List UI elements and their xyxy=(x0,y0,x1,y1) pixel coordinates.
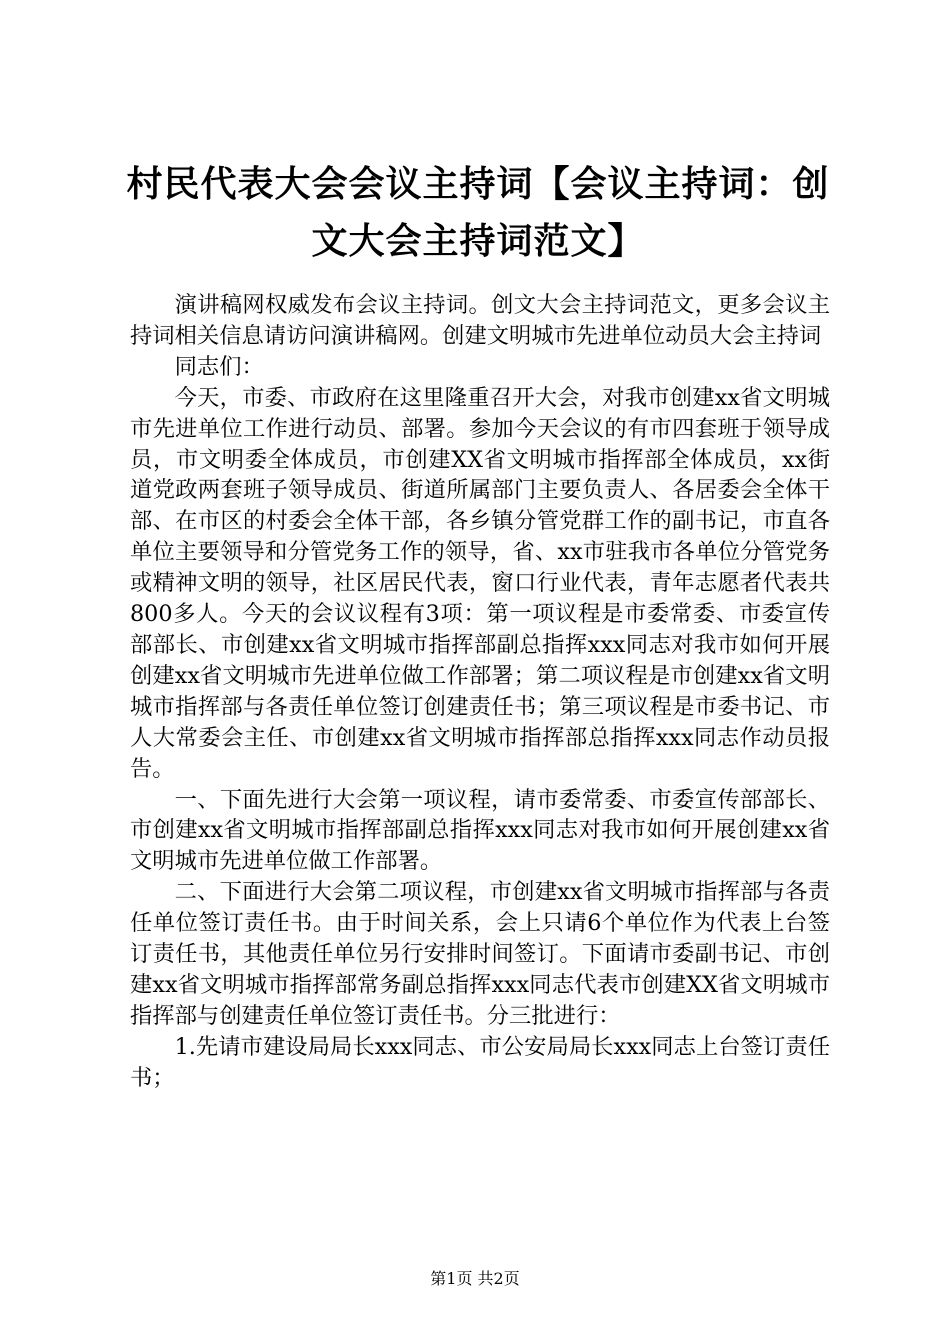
page-footer: 第1页 共2页 xyxy=(430,1269,520,1288)
document-title: 村民代表大会会议主持词【会议主持词：创文大会主持词范文】 xyxy=(126,164,830,262)
paragraph-agenda-two: 二、下面进行大会第二项议程，市创建xx省文明城市指挥部与各责任单位签订责任书。由于时间关系，会上只请6个单位作为代表上台签订责任书，其他责任单位另行安排时间签订。下面请市委副书记、市创建xx省文明城市指挥部常务副总指挥xxx同志代表市创建XX省文明城市指挥部与创建责任单位签订责任书。分三批进行： xyxy=(130,879,830,1029)
document-body xyxy=(130,290,830,1094)
paragraph-intro: 演讲稿网权威发布会议主持词。创文大会主持词范文，更多会议主持词相关信息请访问演讲稿网。创建文明城市先进单位动员大会主持词 xyxy=(130,292,830,349)
paragraph-opening: 今天，市委、市政府在这里隆重召开大会，对我市创建xx省文明城市先进单位工作进行动员、部署。参加今天会议的有市四套班于领导成员，市文明委全体成员，市创建XX省文明城市指挥部全体成员，xx街道党政两套班子领导成员、街道所属部门主要负责人、各居委会全体干部、在市区的村委会全体干部，各乡镇分管党群工作的副书记，市直各单位主要领导和分管党务工作的领导，省、xx市驻我市各单位分管党务或精神文明的领导，社区居民代表，窗口行业代表，青年志愿者代表共800多人。今天的会议议程有3项：第一项议程是市委常委、市委宣传部部长、市创建xx省文明城市指挥部副总指挥xxx同志对我市如何开展创建xx省文明城市先进单位做工作部署；第二项议程是市创建xx省文明城市指挥部与各责任单位签订创建责任书；第三项议程是市委书记、市人大常委会主任、市创建xx省文明城市指挥部总指挥xxx同志作动员报告。 xyxy=(130,384,830,782)
paragraph-salutation: 同志们： xyxy=(174,353,264,380)
paragraph-batch-one: 1.先请市建设局局长xxx同志、市公安局局长xxx同志上台签订责任书； xyxy=(130,1033,830,1091)
paragraph-agenda-one: 一、下面先进行大会第一项议程，请市委常委、市委宣传部部长、市创建xx省文明城市指挥部副总指挥xxx同志对我市如何开展创建xx省文明城市先进单位做工作部署。 xyxy=(130,786,830,875)
